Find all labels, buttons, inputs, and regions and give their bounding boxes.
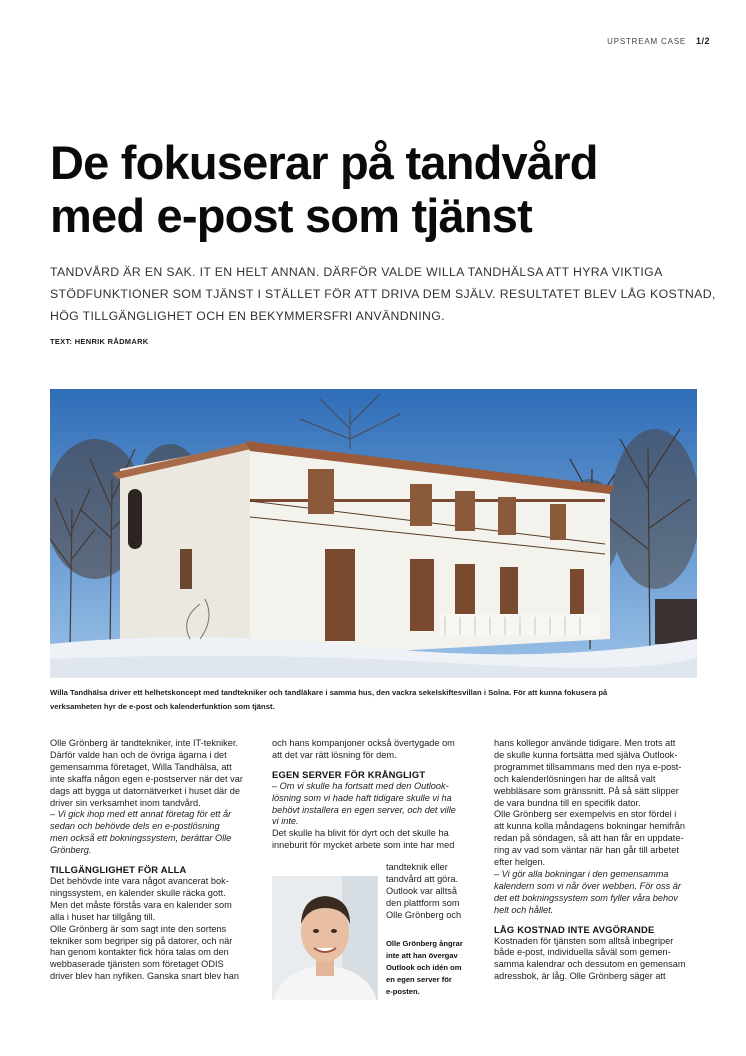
body-line: han genom kontakter fick höra talas om den [50,947,229,958]
body-line: adressbok, är låg. Olle Grönberg säger att [494,971,666,982]
body-line: den plattform som [386,897,460,908]
body-line: Olle Grönberg är tandtekniker, inte IT-tekniker. [50,738,238,748]
body-line: alla i huset har tillgång till. [50,911,156,922]
page-header [607,36,710,46]
body-line: de skulle kunna fortsätta med själva Outlook- [494,749,678,760]
body-line: webbläsare som gränssnitt. På så sätt slipper [494,785,679,796]
body-line: Det behövde inte vara något avancerat bok- [50,875,229,886]
section-heading: TILLGÄNGLIGHET FÖR ALLA [50,864,187,876]
body-line: tandvård att göra. [386,873,459,884]
caption-line: verksamheten hyr de e-post och kalenderfunktion som tjänst. [50,702,275,711]
column-3 [494,738,704,983]
quote-line: behövt installera en egen server, och det ville [272,804,456,815]
body-line: driver blev han nyfiken. Ganska snart blev han [50,971,239,982]
body-line: redan på söndagen, så att han får en uppdate- [494,833,684,844]
page-number: 1/2 [695,36,710,46]
body-line: och kalenderlösningen har de alltså valt [494,773,656,784]
body-line: de vara bundna till en specifik dator. [494,797,641,808]
body-line: både e-post, individuella såväl som gemen- [494,947,671,958]
title-line: De fokuserar på tandvård [50,136,598,189]
body-line: Olle Grönberg ser exempelvis en stor fördel i [494,809,677,820]
caption-line: Outlook och idén om [386,962,462,972]
wrap-text [386,862,461,922]
body-line: gemensamma företaget, Willa Tandhälsa, att [50,761,232,772]
body-line: inneburit för mycket arbete som inte har med [272,840,455,851]
villa-photo [50,389,697,678]
title-line: med e-post som tjänst [50,189,533,242]
quote-line: det ett bokningssystem som fyller våra behov [494,892,678,903]
body-line: tekniker som begriper sig på datorer, och när [50,935,233,946]
article-ingress [50,261,716,327]
quote-line: lösning som vi hade haft tidigare skulle vi ha [272,792,452,803]
villa-illustration [50,389,697,678]
body-line: Olle Grönberg är som sagt inte den sortens [50,923,227,934]
body-line: dags att bygga ut datornätverket i huset där de [50,785,240,796]
body-line: driver sin verksamhet inom tandvård. [50,797,201,808]
body-line: samma kalendrar och dessutom en gemensam [494,959,686,970]
column-2 [272,738,477,852]
body-line: inte skaffa någon egen e-postserver när det var [50,773,243,784]
caption-line: Olle Grönberg ångrar [386,939,463,948]
quote-line: – Om vi skulle ha fortsatt med den Outlook- [272,780,449,791]
quote-line: helt och hållet. [494,904,554,915]
body-line: hans kollegor använde tidigare. Men trots att [494,738,676,748]
photo-caption [50,686,700,714]
quote-line: vi inte. [272,816,299,827]
body-line: att det var rätt lösning för dem. [272,749,397,760]
body-line: Det skulle ha blivit för dyrt och det skulle ha [272,828,449,839]
body-line: ningssystem, en kalender skulle räcka gott. [50,887,226,898]
quote-line: Grönberg. [50,845,92,856]
caption-line: en egen server för [386,974,452,984]
portrait-photo [272,876,378,1000]
body-line: ring av vad som väntar när han går till arbetet [494,845,679,856]
publication-label: UPSTREAM CASE [607,37,686,46]
section-heading: EGEN SERVER FÖR KRÅNGLIGT [272,768,426,780]
quote-line: sedan och behövde dels en e-postlösning [50,821,220,832]
portrait-illustration [272,876,378,1000]
body-line: att kunna kolla måndagens bokningar hemifrån [494,821,686,832]
article-title [50,136,710,242]
body-line: Outlook var alltså [386,885,457,896]
body-line: efter helgen. [494,857,546,868]
quote-line: men också ett bokningssystem, berättar Olle [50,833,232,844]
body-line: och hans kompanjoner också övertygade om [272,738,455,748]
ingress-line: HÖG TILLGÄNGLIGHET OCH EN BEKYMMERSFRI ANVÄNDNING. [50,309,445,323]
body-line: webbaserade tjänsten som företaget ODIS [50,959,224,970]
body-line: Olle Grönberg och [386,909,462,920]
quote-line: kalendern som vi når över webben. För oss är [494,880,681,891]
body-line: Därför valde han och de övriga ägarna i det [50,749,227,760]
caption-line: inte att han övergav [386,950,458,960]
body-line: Men det måste förstås vara en kalender som [50,899,232,910]
body-line: programmet tillsammans med den nya e-post- [494,761,682,772]
caption-line: Willa Tandhälsa driver ett helhetskoncept med tandtekniker och tandläkare i samma hus, den vackra sekelskiftesvillan i Solna. För att kunna fokusera på [50,688,608,697]
quote-line: – Vi gick ihop med ett annat företag för ett år [50,809,232,820]
section-heading: LÅG KOSTNAD INTE AVGÖRANDE [494,923,655,935]
ingress-line: TANDVÅRD ÄR EN SAK. IT EN HELT ANNAN. DÄRFÖR VALDE WILLA TANDHÄLSA ATT HYRA VIKTIGA [50,265,663,279]
byline: TEXT: HENRIK RÅDMARK [50,337,149,346]
ingress-line: STÖDFUNKTIONER SOM TJÄNST I STÄLLET FÖR ATT DRIVA DEM SJÄLV. RESULTATET BLEV LÅG KOSTNAD, [50,287,716,301]
portrait-caption [386,938,463,998]
column-1 [50,738,255,983]
body-line: Kostnaden för tjänsten som alltså inbegriper [494,935,674,946]
caption-line: e-posten. [386,986,420,996]
quote-line: – Vi gör alla bokningar i den gemensamma [494,868,669,879]
body-line: tandteknik eller [386,862,448,872]
